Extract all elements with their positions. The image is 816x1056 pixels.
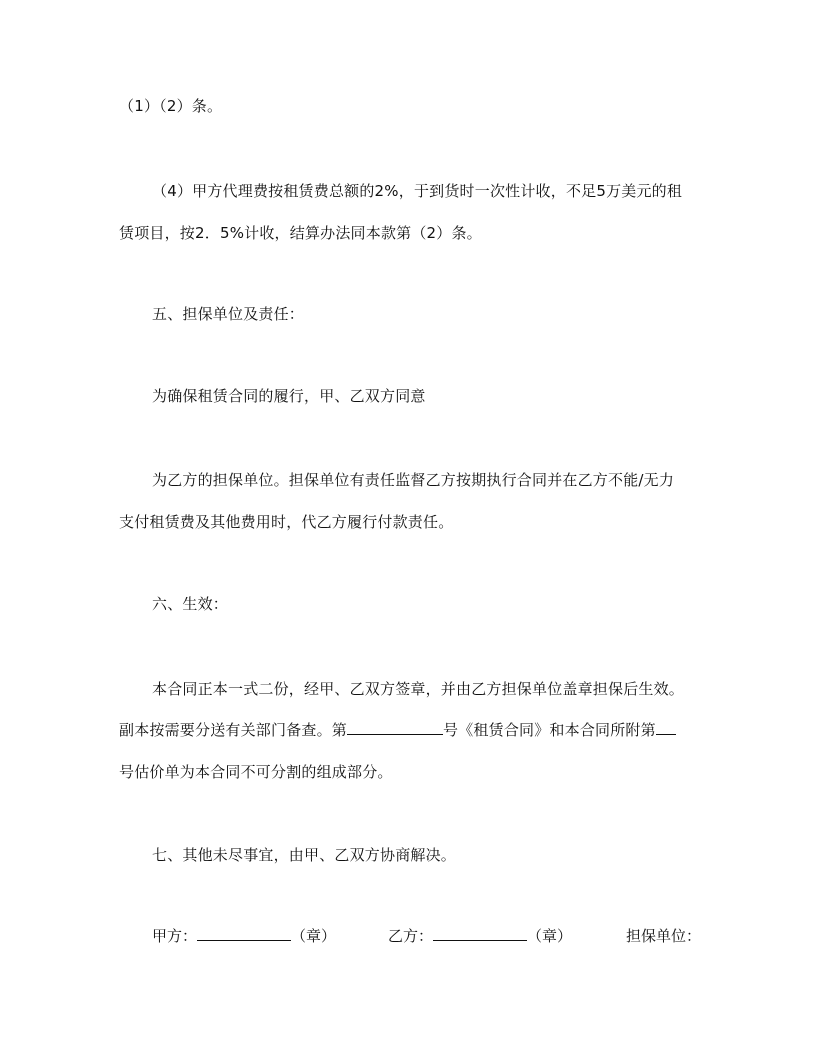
signature-party-a: [152, 926, 336, 946]
paragraph-line-8: [119, 720, 676, 740]
seal-label: （章）: [527, 927, 573, 945]
paragraph-line-4: 为确保租赁合同的履行，甲、乙双方同意: [152, 387, 426, 405]
paragraph-line-6: 支付租赁费及其他费用时，代乙方履行付款责任。: [119, 513, 454, 531]
fill-blank: [656, 720, 676, 735]
paragraph-line-7: 本合同正本一式二份，经甲、乙双方签章，并由乙方担保单位盖章担保后生效。: [152, 680, 685, 698]
section-heading-7: 七、其他未尽事宜，由甲、乙双方协商解决。: [152, 846, 457, 864]
text-segment: 号《租赁合同》和本合同所附第: [443, 721, 656, 739]
signature-party-b: [388, 926, 572, 946]
paragraph-line-2: （4）甲方代理费按租赁费总额的2%，于到货时一次性计收，不足5万美元的租: [152, 182, 683, 200]
paragraph-line-9: 号估价单为本合同不可分割的组成部分。: [119, 763, 393, 781]
party-a-label: 甲方：: [152, 927, 198, 945]
paragraph-line-3: 赁项目，按2．5%计收，结算办法同本款第（2）条。: [119, 224, 482, 242]
party-a-blank: [197, 926, 291, 941]
signature-guarantor: 担保单位：: [626, 927, 702, 945]
section-heading-5: 五、担保单位及责任：: [152, 305, 305, 323]
paragraph-line-5: 为乙方的担保单位。担保单位有责任监督乙方按期执行合同并在乙方不能/无力: [152, 471, 675, 489]
fill-blank: [347, 720, 443, 735]
party-b-blank: [433, 926, 527, 941]
text-segment: 副本按需要分送有关部门备查。第: [119, 721, 348, 739]
paragraph-line-1: （1）（2）条。: [119, 97, 223, 115]
party-b-label: 乙方：: [388, 927, 434, 945]
seal-label: （章）: [291, 927, 337, 945]
section-heading-6: 六、生效：: [152, 595, 229, 613]
